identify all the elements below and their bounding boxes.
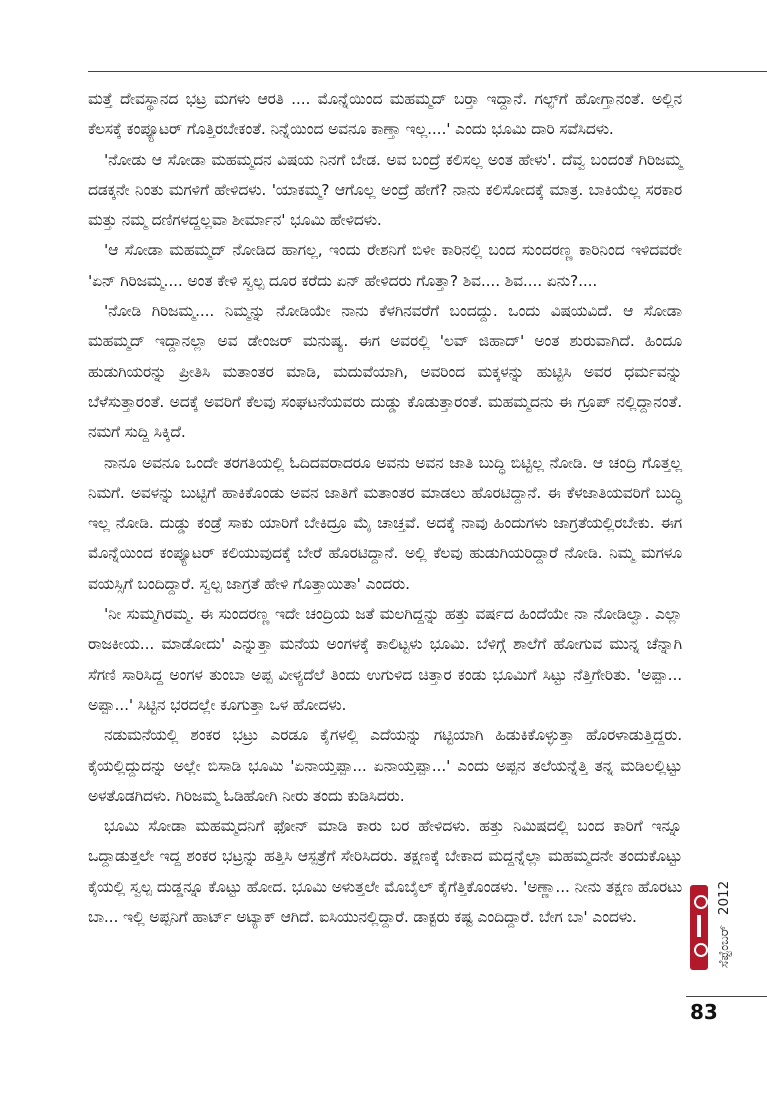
magazine-masthead [686, 760, 766, 970]
article-paragraph: ನಾನೂ ಅವನೂ ಒಂದೇ ತರಗತಿಯಲ್ಲಿ ಓದಿದವರಾದರೂ ಅವನು ಅವನ ಜಾತಿ ಬುದ್ಧಿ ಬಿಟ್ಟಿಲ್ಲ ನೋಡಿ. ಆ ಚಂದ್ರಿ ಗೊತ್ತಲ್ಲ ನಿಮಗೆ. ಅವಳನ್ನು ಬುಟ್ಟಿಗೆ ಹಾಕಿಕೊಂಡು ಅವನ ಜಾತಿಗೆ ಮತಾಂತರ ಮಾಡಲು ಹೊರಟಿದ್ದಾನೆ. ಈ ಕೆಳಜಾತಿಯವರಿಗೆ ಬುದ್ಧಿ ಇಲ್ಲ ನೋಡಿ. ದುಡ್ಡು ಕಂಡ್ರೆ ಸಾಕು ಯಾರಿಗೆ ಬೇಕಿದ್ರೂ ಮೈ ಚಾಚ್ತವೆ. ಅದಕ್ಕೆ ನಾವು ಹಿಂದುಗಳು ಜಾಗ್ರತೆಯಲ್ಲಿರಬೇಕು. ಈಗ ಮೊನ್ನೆಯಿಂದ ಕಂಪ್ಯೂಟರ್ ಕಲಿಯುವುದಕ್ಕೆ ಬೇರೆ ಹೊರಟಿದ್ದಾನೆ. ಅಲ್ಲಿ ಕೆಲವು ಹುಡುಗಿಯರಿದ್ದಾರೆ ನೋಡಿ. ನಿಮ್ಮ ಮಗಳೂ ವಯಸ್ಸಿಗೆ ಬಂದಿದ್ದಾರೆ. ಸ್ವಲ್ಪ ಜಾಗ್ರತೆ ಹೇಳಿ ಗೊತ್ತಾಯಿತಾ' ಎಂದರು. [88, 453, 682, 593]
page-number: 83 [690, 1000, 718, 1024]
article-paragraph: 'ನೀ ಸುಮ್ಮಗಿರಮ್ಮ. ಈ ಸುಂದರಣ್ಣ ಇದೇ ಚಂದ್ರಿಯ ಜತೆ ಮಲಗಿದ್ದನ್ನು ಹತ್ತು ವರ್ಷದ ಹಿಂದೆಯೇ ನಾ ನೋಡಿಲ್ವಾ. ಎಲ್ಲಾ ರಾಜಕೀಯ... ಮಾಡೋದು' ಎನ್ನುತ್ತಾ ಮನೆಯ ಅಂಗಳಕ್ಕೆ ಕಾಲಿಟ್ಟಳು ಭೂಮಿ. ಬೆಳಿಗ್ಗೆ ಶಾಲೆಗೆ ಹೋಗುವ ಮುನ್ನ ಚೆನ್ನಾಗಿ ಸೆಗಣಿ ಸಾರಿಸಿದ್ದ ಅಂಗಳ ತುಂಬಾ ಅಪ್ಪ ವೀಳ್ಯದೆಲೆ ತಿಂದು ಉಗುಳಿದ ಚಿತ್ತಾರ ಕಂಡು ಭೂಮಿಗೆ ಸಿಟ್ಟು ನೆತ್ತಿಗೇರಿತು. 'ಅಪ್ಪಾ... ಅಪ್ಪಾ...' ಸಿಟ್ಟಿನ ಭರದಲ್ಲೇ ಕೂಗುತ್ತಾ ಒಳ ಹೋದಳು. [88, 605, 682, 714]
magazine-logo [686, 885, 712, 970]
page-number-rule [686, 996, 767, 997]
mayura-logo-icon [690, 885, 708, 970]
article-body [88, 84, 682, 932]
issue-year: 2012 [716, 880, 732, 916]
top-rule [88, 71, 767, 72]
article-paragraph: 'ನೋಡು ಆ ಸೋಡಾ ಮಹಮ್ಮದನ ವಿಷಯ ನಿನಗೆ ಬೇಡ. ಅವ ಬಂದ್ರೆ ಕಲಿಸಲ್ಲ ಅಂತ ಹೇಳು'. ದೆವ್ವ ಬಂದಂತೆ ಗಿರಿಜಮ್ಮ ದಡಕ್ಕನೇ ನಿಂತು ಮಗಳಿಗೆ ಹೇಳಿದಳು. 'ಯಾಕಮ್ಮ? ಆಗೊಲ್ಲ ಅಂದ್ರೆ ಹೇಗೆ? ನಾನು ಕಲಿಸೋದಕ್ಕೆ ಮಾತ್ರ. ಬಾಕಿಯೆಲ್ಲ ಸರಕಾರ ಮತ್ತು ನಮ್ಮ ದಣಿಗಳದ್ದಲ್ಲವಾ ಶೀರ್ಮಾನ' ಭೂಮಿ ಹೇಳಿದಳು. [88, 150, 682, 230]
article-paragraph: 'ನೋಡಿ ಗಿರಿಜಮ್ಮ.... ನಿಮ್ಮನ್ನು ನೋಡಿಯೇ ನಾನು ಕೆಳಗಿನವರೆಗೆ ಬಂದದ್ದು. ಒಂದು ವಿಷಯವಿದೆ. ಆ ಸೋಡಾ ಮಹಮ್ಮದ್ ಇದ್ದಾನಲ್ಲಾ ಅವ ಡೇಂಜರ್ ಮನುಷ್ಯ. ಈಗ ಅವರಲ್ಲಿ 'ಲವ್ ಜಿಹಾದ್' ಅಂತ ಶುರುವಾಗಿದೆ. ಹಿಂದೂ ಹುಡುಗಿಯರನ್ನು ಪ್ರೀತಿಸಿ ಮತಾಂತರ ಮಾಡಿ, ಮದುವೆಯಾಗಿ, ಅವರಿಂದ ಮಕ್ಕಳನ್ನು ಹುಟ್ಟಿಸಿ ಅವರ ಧರ್ಮವನ್ನು ಬೆಳೆಸುತ್ತಾರಂತೆ. ಅದಕ್ಕೆ ಅವರಿಗೆ ಕೆಲವು ಸಂಘಟನೆಯವರು ದುಡ್ಡು ಕೊಡುತ್ತಾರಂತೆ. ಮಹಮ್ಮದನು ಈ ಗ್ರೂಪ್ ನಲ್ಲಿದ್ದಾನಂತೆ. ನಮಗೆ ಸುದ್ದಿ ಸಿಕ್ಕಿದೆ. [88, 302, 682, 442]
article-paragraph: ಮತ್ತೆ ದೇವಸ್ಥಾನದ ಭಟ್ರ ಮಗಳು ಆರತಿ .... ಮೊನ್ನೆಯಿಂದ ಮಹಮ್ಮದ್ ಬರ್‍ತಾ ಇದ್ದಾನೆ. ಗಲ್ಫ್‌ಗೆ ಹೋಗ್ತಾನಂತೆ. ಅಲ್ಲಿನ ಕೆಲಸಕ್ಕೆ ಕಂಪ್ಯೂಟರ್ ಗೊತ್ತಿರಬೇಕಂತೆ. ನಿನ್ನೆಯಿಂದ ಅವನೂ ಕಾಣ್ತಾ ಇಲ್ಲ....' ಎಂದು ಭೂಮಿ ದಾರಿ ಸವೆಸಿದಳು. [88, 90, 682, 139]
article-paragraph: ಭೂಮಿ ಸೋಡಾ ಮಹಮ್ಮದನಿಗೆ ಫೋನ್ ಮಾಡಿ ಕಾರು ಬರ ಹೇಳಿದಳು. ಹತ್ತು ನಿಮಿಷದಲ್ಲಿ ಬಂದ ಕಾರಿಗೆ ಇನ್ನೂ ಒದ್ದಾಡುತ್ತಲೇ ಇದ್ದ ಶಂಕರ ಭಟ್ರನ್ನು ಹತ್ತಿಸಿ ಆಸ್ಪತ್ರೆಗೆ ಸೇರಿಸಿದರು. ತಕ್ಷಣಕ್ಕೆ ಬೇಕಾದ ಮದ್ದನ್ನೆಲ್ಲಾ ಮಹಮ್ಮದನೇ ತಂದುಕೊಟ್ಟು ಕೈಯಲ್ಲಿ ಸ್ವಲ್ಪ ದುಡ್ಡನ್ನೂ ಕೊಟ್ಟು ಹೋದ. ಭೂಮಿ ಅಳುತ್ತಲೇ ಮೊಬೈಲ್ ಕೈಗೆತ್ತಿಕೊಂಡಳು. 'ಅಣ್ಣಾ... ನೀನು ತಕ್ಷಣ ಹೊರಟು ಬಾ... ಇಲ್ಲಿ ಅಪ್ಪನಿಗೆ ಹಾರ್ಟ್ ಅಟ್ಯಾಕ್ ಆಗಿದೆ. ಐಸಿಯುನಲ್ಲಿದ್ದಾರೆ. ಡಾಕ್ಟರು ಕಷ್ಟ ಎಂದಿದ್ದಾರೆ. ಬೇಗ ಬಾ' ಎಂದಳು. [88, 817, 682, 927]
issue-date [716, 881, 732, 968]
article-paragraph: ನಡುಮನೆಯಲ್ಲಿ ಶಂಕರ ಭಟ್ರು ಎರಡೂ ಕೈಗಳಲ್ಲಿ ಎದೆಯನ್ನು ಗಟ್ಟಿಯಾಗಿ ಹಿಡುಕಿಕೊಳ್ಳುತ್ತಾ ಹೊರಳಾಡುತ್ತಿದ್ದರು. ಕೈಯಲ್ಲಿದ್ದುದನ್ನು ಅಲ್ಲೇ ಬಿಸಾಡಿ ಭೂಮಿ 'ಏನಾಯ್ತಪ್ಪಾ... ಏನಾಯ್ತಪ್ಪಾ...' ಎಂದು ಅಪ್ಪನ ತಲೆಯನ್ನೆತ್ತಿ ತನ್ನ ಮಡಿಲಲ್ಲಿಟ್ಟು ಅಳತೊಡಗಿದಳು. ಗಿರಿಜಮ್ಮ ಓಡಿಹೋಗಿ ನೀರು ತಂದು ಕುಡಿಸಿದರು. [88, 726, 682, 805]
issue-month: ಸೆಪ್ಟೆಂಬರ್ [717, 925, 732, 968]
article-paragraph: 'ಆ ಸೋಡಾ ಮಹಮ್ಮದ್ ನೋಡಿದ ಹಾಗಲ್ಲ, ಇಂದು ರೇಶನಿಗೆ ಬಿಳೀ ಕಾರಿನಲ್ಲಿ ಬಂದ ಸುಂದರಣ್ಣ ಕಾರಿನಿಂದ ಇಳಿದವರೇ 'ಏನ್ ಗಿರಿಜಮ್ಮ.... ಅಂತ ಕೇಳಿ ಸ್ವಲ್ಪ ದೂರ ಕರೆದು ಏನ್ ಹೇಳಿದರು ಗೊತ್ತಾ? ಶಿವ.... ಶಿವ.... ಏನು?.... [88, 241, 682, 290]
